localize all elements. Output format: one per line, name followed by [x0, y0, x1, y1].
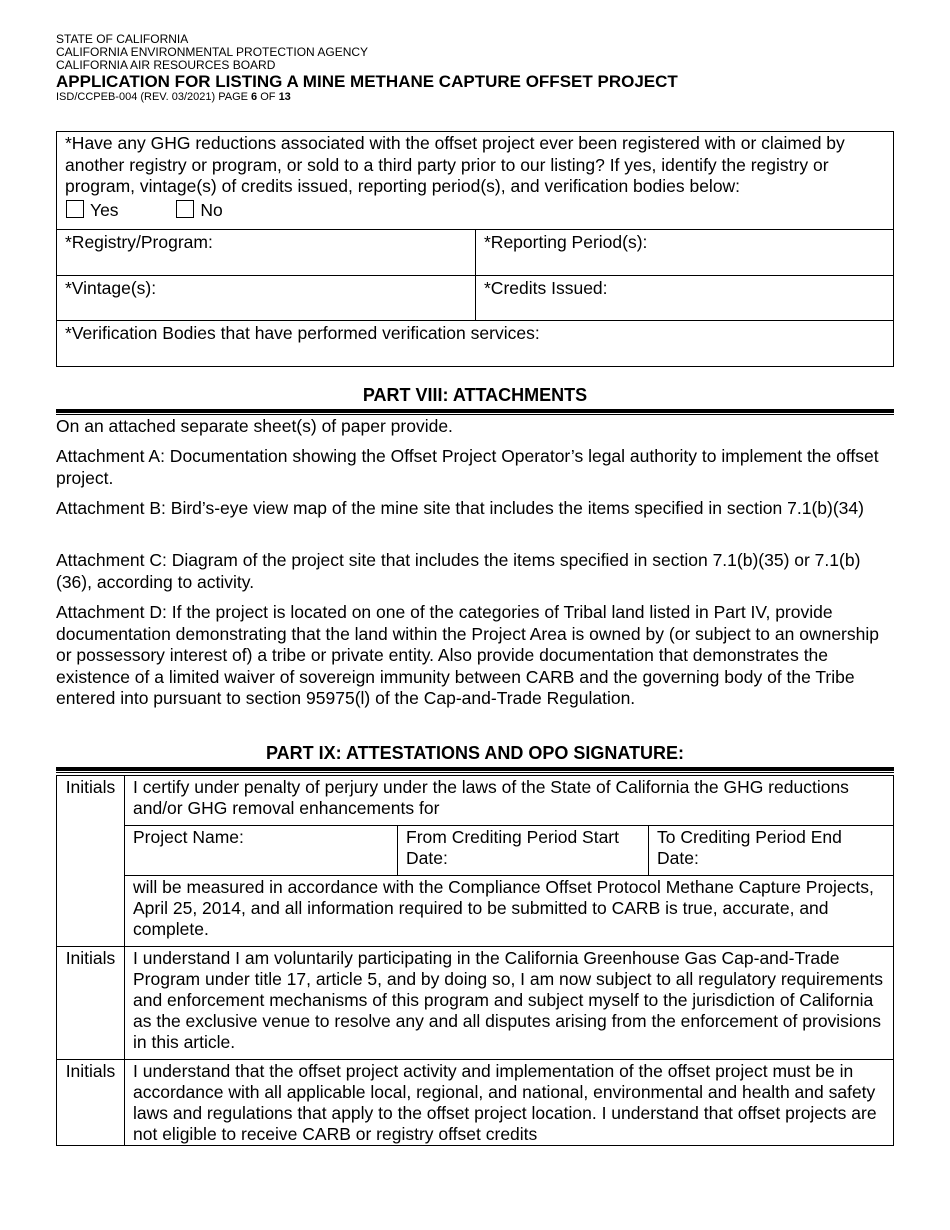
attestation-row-1-cont — [57, 876, 894, 947]
to-period-label: To Crediting Period End Date: — [657, 827, 842, 868]
attestation-row-2 — [57, 947, 894, 1060]
yes-no-options — [66, 200, 223, 221]
project-name-label: Project Name: — [133, 827, 244, 847]
header-state: STATE OF CALIFORNIA — [56, 32, 189, 46]
from-period-label: From Crediting Period Start Date: — [406, 827, 619, 868]
no-checkbox[interactable] — [176, 200, 194, 218]
form-header — [56, 33, 678, 103]
attachment-d: Attachment D: If the project is located on one of the categories of Tribal land listed in Part IV, provide documentation demonstrating that the land within the Project Area is owned by (or subject to an ownership or possessory interest of) a tribe or private entity. Also provide documentation that demonstrates the existence of a limited waiver of sovereign immunity between CARB and the governing body of the Tribe entered into pursuant to section 95975(l) of the Cap-and-Trade Regulation. — [56, 602, 879, 708]
form-id — [56, 91, 678, 103]
vintages-label: *Vintage(s): — [65, 278, 157, 298]
reporting-periods-label: *Reporting Period(s): — [484, 232, 648, 252]
attestation-3-text: I understand that the offset project activity and implementation of the offset project must be in accordance with all applicable local, regional, and national, environmental and health and safety laws and regulations that apply to the offset project location. I understand that offset projects are not eligible to receive CARB or registry offset credits — [125, 1060, 894, 1146]
initials-field-1[interactable] — [57, 776, 125, 947]
registry-section — [56, 131, 894, 367]
to-period-field[interactable] — [649, 826, 894, 876]
credits-issued-label: *Credits Issued: — [484, 278, 608, 298]
initials-field-3[interactable] — [57, 1060, 125, 1146]
credits-issued-field[interactable] — [476, 276, 893, 320]
project-name-field[interactable] — [125, 826, 398, 876]
attestation-1-text: I certify under penalty of perjury under the laws of the State of California the GHG reductions and/or GHG removal enhancements for — [125, 776, 894, 826]
attachment-c: Attachment C: Diagram of the project site that includes the items specified in section 7.1(b)(35) or 7.1(b)(36), according to activity. — [56, 550, 861, 592]
header-board: CALIFORNIA AIR RESOURCES BOARD — [56, 58, 276, 72]
attachment-b: Attachment B: Bird’s-eye view map of the mine site that includes the items specified in section 7.1(b)(34) — [56, 498, 864, 518]
from-period-field[interactable] — [398, 826, 649, 876]
part9-rule — [56, 767, 894, 773]
initials-label: Initials — [65, 948, 116, 968]
form-title: APPLICATION FOR LISTING A MINE METHANE CAPTURE OFFSET PROJECT — [56, 72, 678, 91]
attestation-1-continued: will be measured in accordance with the Compliance Offset Protocol Methane Capture Projects, April 25, 2014, and all information required to be submitted to CARB is true, accurate, and complete. — [125, 876, 894, 947]
project-fields-row — [57, 826, 894, 876]
registry-question: *Have any GHG reductions associated with the offset project ever been registered with or claimed by another registry or program, or sold to a third party prior to our listing? If yes, identify the registry or program, vintage(s) of credits issued, reporting period(s), and verification bodies below: — [65, 133, 845, 196]
form-id-text: ISD/CCPEB-004 (REV. 03/2021) PAGE — [56, 91, 252, 103]
attestation-row-3 — [57, 1060, 894, 1146]
attestation-row-1 — [57, 776, 894, 826]
verification-bodies-label: *Verification Bodies that have performed verification services: — [65, 323, 540, 343]
attestations-table — [56, 775, 894, 1146]
header-agency: CALIFORNIA ENVIRONMENTAL PROTECTION AGENCY — [56, 45, 369, 59]
registry-program-field[interactable] — [57, 230, 475, 275]
verification-bodies-field[interactable] — [57, 321, 893, 366]
part8-rule — [56, 409, 894, 415]
registry-program-label: *Registry/Program: — [65, 232, 213, 252]
initials-label: Initials — [65, 777, 116, 797]
initials-label: Initials — [65, 1061, 116, 1081]
no-label: No — [200, 200, 223, 220]
of-label: OF — [257, 91, 279, 103]
reporting-periods-field[interactable] — [476, 230, 893, 275]
yes-checkbox[interactable] — [66, 200, 84, 218]
page-total: 13 — [278, 91, 291, 103]
part8-heading: PART VIII: ATTACHMENTS — [362, 385, 588, 405]
part8-intro: On an attached separate sheet(s) of paper provide. — [56, 416, 453, 436]
part9-heading: PART IX: ATTESTATIONS AND OPO SIGNATURE: — [266, 743, 684, 763]
attestation-2-text: I understand I am voluntarily participating in the California Greenhouse Gas Cap-and-Trade Program under title 17, article 5, and by doing so, I am now subject to all regulatory requirements and enforcement mechanisms of this program and subject myself to the jurisdiction of California as the exclusive venue to resolve any and all disputes arising from the enforcement of provisions in this article. — [125, 947, 894, 1060]
page-number: 6 — [251, 91, 258, 103]
attachment-a: Attachment A: Documentation showing the Offset Project Operator’s legal authority to implement the offset project. — [56, 446, 879, 488]
vintages-field[interactable] — [57, 276, 475, 320]
yes-label: Yes — [90, 200, 119, 220]
initials-field-2[interactable] — [57, 947, 125, 1060]
